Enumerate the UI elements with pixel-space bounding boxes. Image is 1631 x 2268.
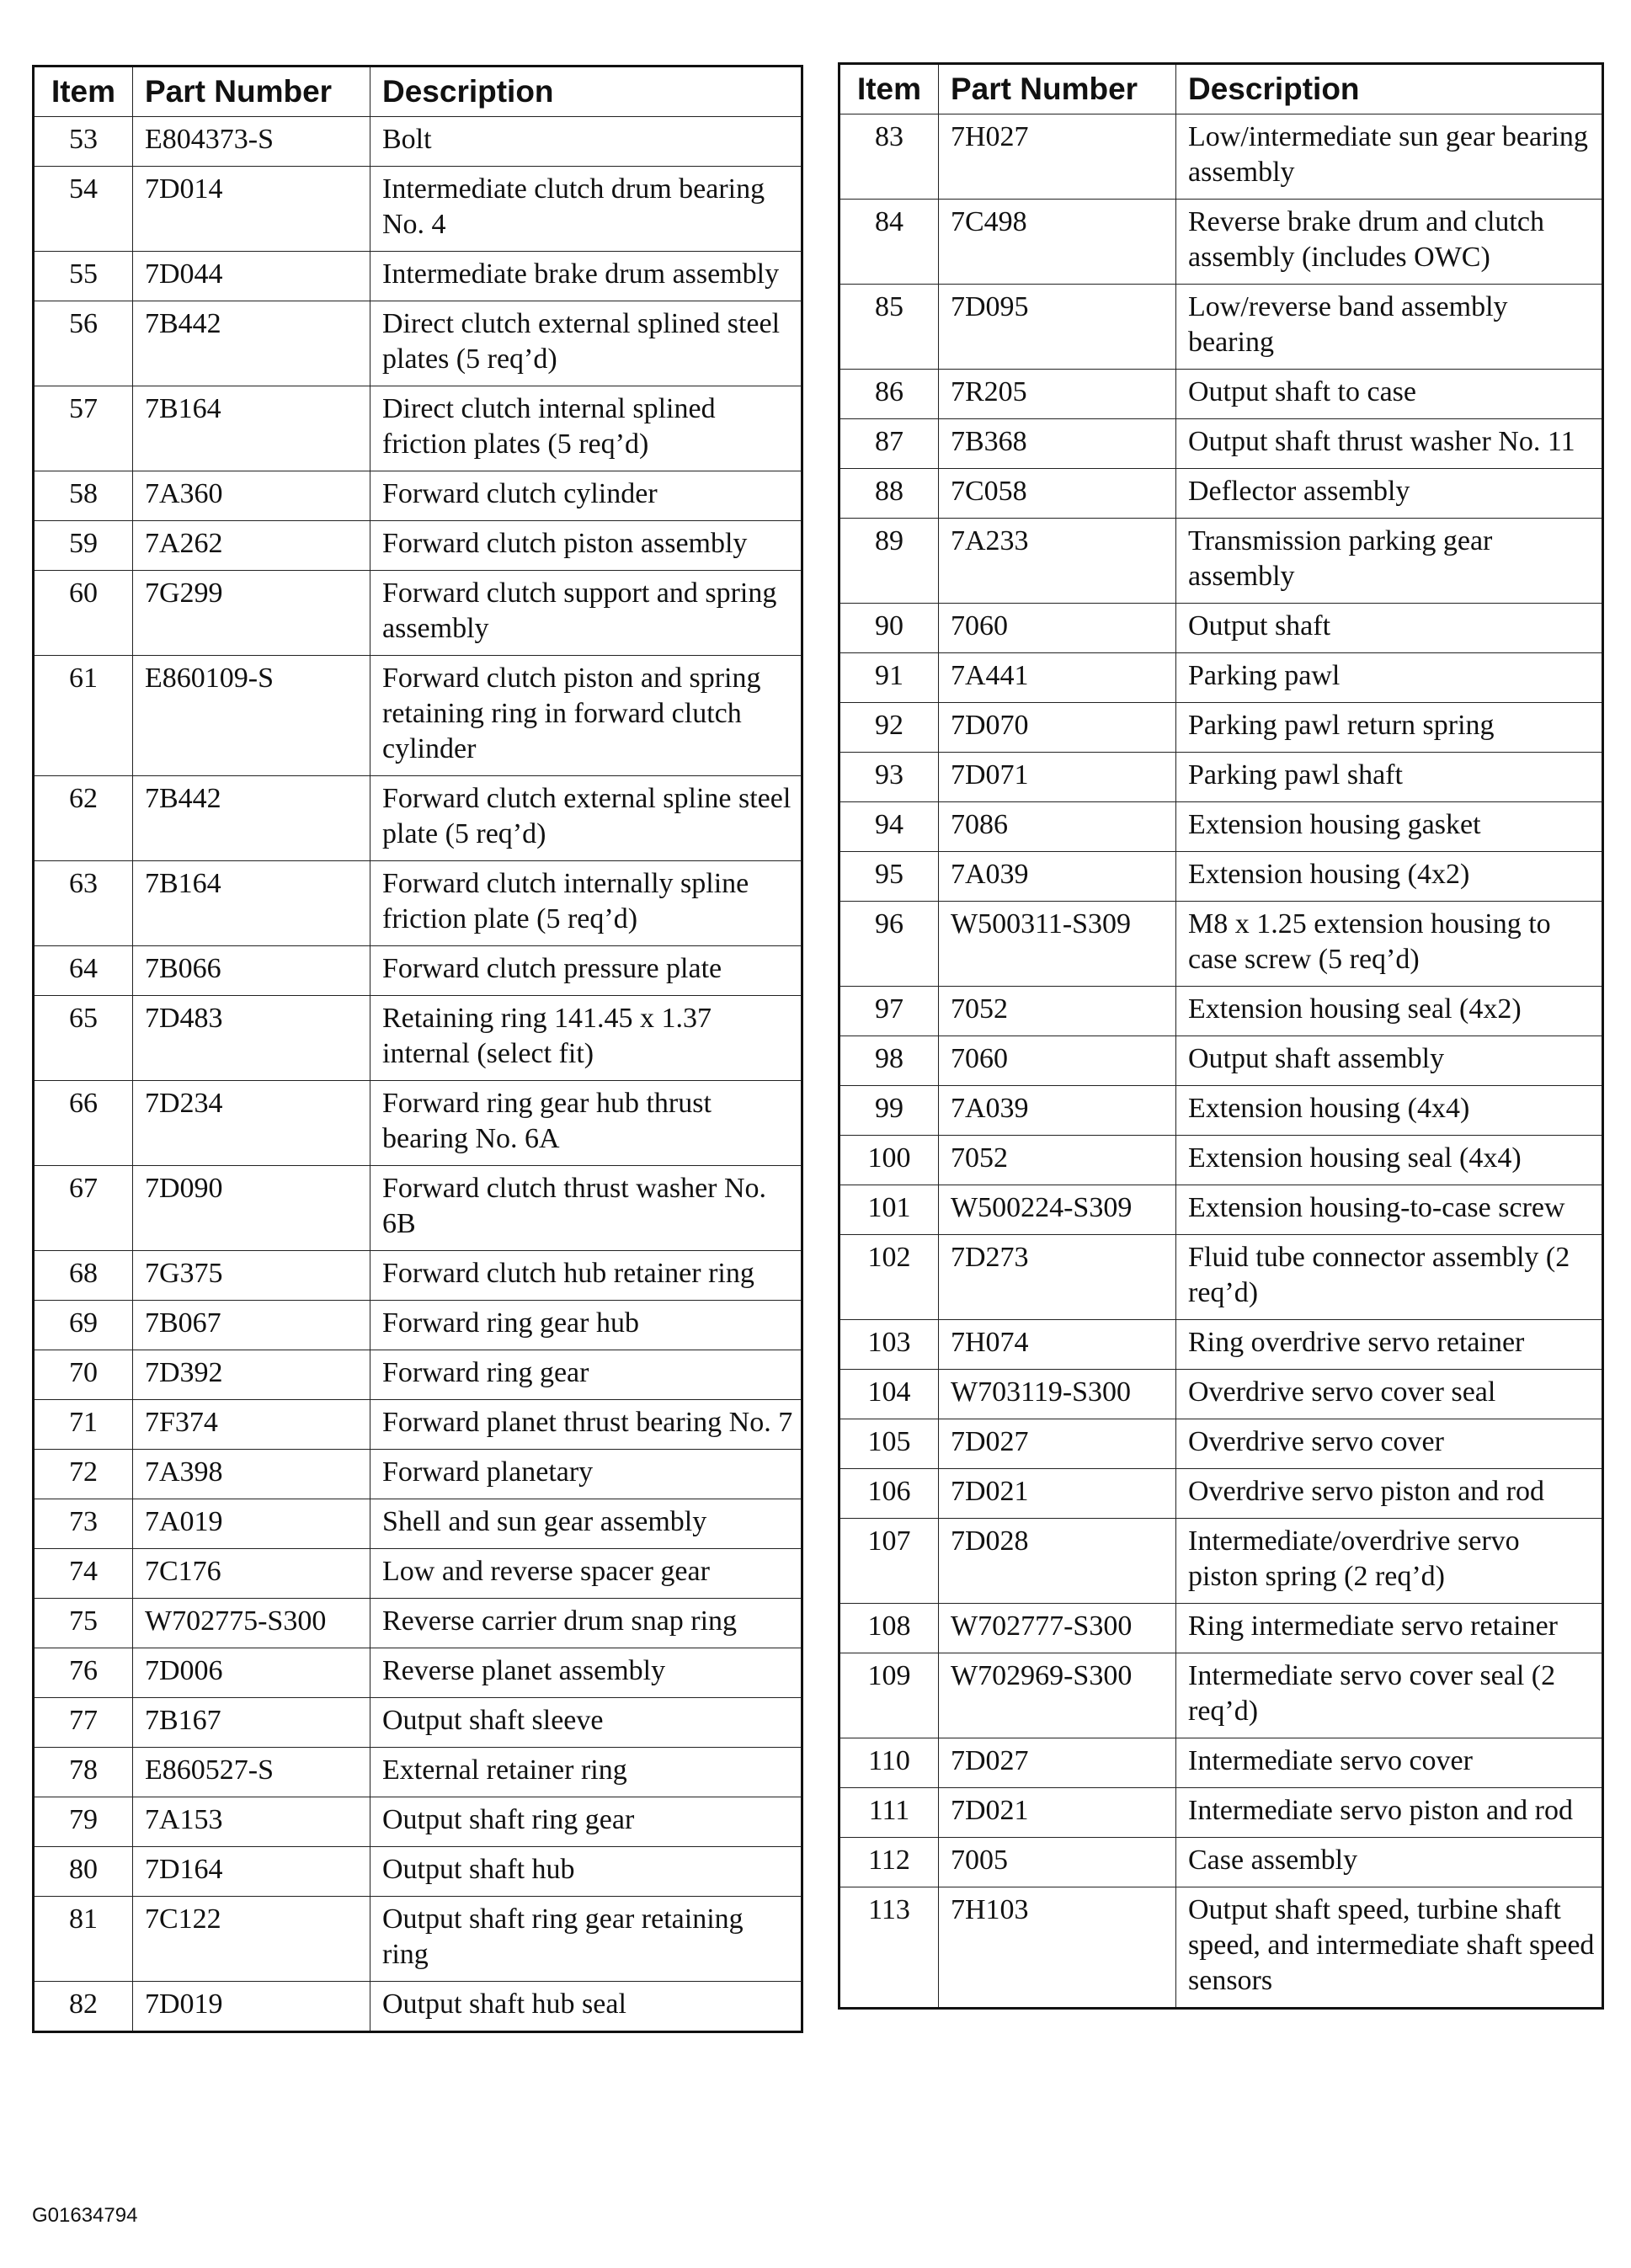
item-cell: 83 bbox=[839, 114, 939, 200]
item-cell: 79 bbox=[34, 1797, 133, 1847]
part-number-cell: 7H027 bbox=[939, 114, 1176, 200]
part-number-cell: 7F374 bbox=[133, 1400, 370, 1450]
part-number-cell: 7060 bbox=[939, 604, 1176, 653]
table-row bbox=[34, 1081, 802, 1166]
item-cell: 59 bbox=[34, 521, 133, 571]
item-cell: 84 bbox=[839, 200, 939, 285]
part-number-cell: W702775-S300 bbox=[133, 1599, 370, 1648]
description-cell: Intermediate clutch drum bearing No. 4 bbox=[370, 167, 802, 252]
description-cell: Deflector assembly bbox=[1176, 469, 1603, 519]
item-cell: 89 bbox=[839, 519, 939, 604]
description-cell: Output shaft ring gear retaining ring bbox=[370, 1897, 802, 1982]
item-cell: 55 bbox=[34, 252, 133, 301]
item-cell: 58 bbox=[34, 471, 133, 521]
table-row bbox=[34, 776, 802, 861]
item-cell: 111 bbox=[839, 1788, 939, 1838]
header-part-number: Part Number bbox=[133, 67, 370, 117]
description-cell: Overdrive servo cover bbox=[1176, 1419, 1603, 1469]
table-row bbox=[34, 1698, 802, 1748]
part-number-cell: 7060 bbox=[939, 1036, 1176, 1086]
part-number-cell: 7D014 bbox=[133, 167, 370, 252]
table-row bbox=[839, 604, 1603, 653]
part-number-cell: 7D090 bbox=[133, 1166, 370, 1251]
part-number-cell: 7H074 bbox=[939, 1320, 1176, 1370]
header-part-number: Part Number bbox=[939, 64, 1176, 114]
table-row bbox=[839, 902, 1603, 987]
description-cell: Extension housing seal (4x4) bbox=[1176, 1136, 1603, 1185]
item-cell: 61 bbox=[34, 656, 133, 776]
item-cell: 90 bbox=[839, 604, 939, 653]
table-row bbox=[839, 1469, 1603, 1519]
table-row bbox=[839, 802, 1603, 852]
figure-id: G01634794 bbox=[32, 2204, 138, 2227]
description-cell: Direct clutch internal splined friction plates (5 req’d) bbox=[370, 386, 802, 471]
description-cell: Shell and sun gear assembly bbox=[370, 1499, 802, 1549]
part-number-cell: 7B167 bbox=[133, 1698, 370, 1748]
part-number-cell: 7B067 bbox=[133, 1301, 370, 1350]
part-number-cell: W702969-S300 bbox=[939, 1653, 1176, 1738]
table-row bbox=[839, 1036, 1603, 1086]
table-row bbox=[839, 469, 1603, 519]
header-row bbox=[34, 67, 802, 117]
description-cell: Forward planetary bbox=[370, 1450, 802, 1499]
item-cell: 57 bbox=[34, 386, 133, 471]
table-row bbox=[839, 114, 1603, 200]
part-number-cell: 7B442 bbox=[133, 301, 370, 386]
item-cell: 91 bbox=[839, 653, 939, 703]
table-row bbox=[34, 1450, 802, 1499]
table-row bbox=[839, 987, 1603, 1036]
description-cell: Forward clutch internally spline friction plate (5 req’d) bbox=[370, 861, 802, 946]
table-row bbox=[34, 1748, 802, 1797]
part-number-cell: 7D095 bbox=[939, 285, 1176, 370]
part-number-cell: E860527-S bbox=[133, 1748, 370, 1797]
item-cell: 86 bbox=[839, 370, 939, 419]
item-cell: 88 bbox=[839, 469, 939, 519]
table-row bbox=[839, 1320, 1603, 1370]
parts-table-left bbox=[32, 65, 803, 2033]
part-number-cell: 7D392 bbox=[133, 1350, 370, 1400]
part-number-cell: 7086 bbox=[939, 802, 1176, 852]
part-number-cell: 7B368 bbox=[939, 419, 1176, 469]
table-row bbox=[839, 1419, 1603, 1469]
part-number-cell: 7D021 bbox=[939, 1469, 1176, 1519]
part-number-cell: 7A441 bbox=[939, 653, 1176, 703]
description-cell: Output shaft thrust washer No. 11 bbox=[1176, 419, 1603, 469]
part-number-cell: W703119-S300 bbox=[939, 1370, 1176, 1419]
part-number-cell: 7D019 bbox=[133, 1982, 370, 2032]
table-row bbox=[839, 419, 1603, 469]
item-cell: 80 bbox=[34, 1847, 133, 1897]
table-row bbox=[839, 1604, 1603, 1653]
description-cell: Forward ring gear hub bbox=[370, 1301, 802, 1350]
description-cell: Forward clutch pressure plate bbox=[370, 946, 802, 996]
part-number-cell: 7D273 bbox=[939, 1235, 1176, 1320]
table-row bbox=[34, 996, 802, 1081]
description-cell: Intermediate brake drum assembly bbox=[370, 252, 802, 301]
part-number-cell: 7A153 bbox=[133, 1797, 370, 1847]
table-row bbox=[34, 1251, 802, 1301]
table-row bbox=[34, 1301, 802, 1350]
table-row bbox=[839, 753, 1603, 802]
part-number-cell: 7C176 bbox=[133, 1549, 370, 1599]
item-cell: 78 bbox=[34, 1748, 133, 1797]
description-cell: Output shaft hub seal bbox=[370, 1982, 802, 2032]
item-cell: 68 bbox=[34, 1251, 133, 1301]
table-row bbox=[34, 117, 802, 167]
header-description: Description bbox=[370, 67, 802, 117]
table-row bbox=[34, 167, 802, 252]
item-cell: 75 bbox=[34, 1599, 133, 1648]
item-cell: 73 bbox=[34, 1499, 133, 1549]
item-cell: 87 bbox=[839, 419, 939, 469]
description-cell: Ring intermediate servo retainer bbox=[1176, 1604, 1603, 1653]
table-row bbox=[839, 653, 1603, 703]
part-number-cell: 7B442 bbox=[133, 776, 370, 861]
table-row bbox=[839, 1086, 1603, 1136]
item-cell: 100 bbox=[839, 1136, 939, 1185]
description-cell: Parking pawl shaft bbox=[1176, 753, 1603, 802]
description-cell: Bolt bbox=[370, 117, 802, 167]
description-cell: External retainer ring bbox=[370, 1748, 802, 1797]
description-cell: Output shaft assembly bbox=[1176, 1036, 1603, 1086]
description-cell: Forward clutch thrust washer No. 6B bbox=[370, 1166, 802, 1251]
description-cell: Extension housing-to-case screw bbox=[1176, 1185, 1603, 1235]
item-cell: 82 bbox=[34, 1982, 133, 2032]
table-row bbox=[34, 386, 802, 471]
item-cell: 105 bbox=[839, 1419, 939, 1469]
description-cell: Forward clutch hub retainer ring bbox=[370, 1251, 802, 1301]
part-number-cell: 7005 bbox=[939, 1838, 1176, 1887]
item-cell: 65 bbox=[34, 996, 133, 1081]
item-cell: 110 bbox=[839, 1738, 939, 1788]
table-row bbox=[34, 1400, 802, 1450]
table-row bbox=[839, 519, 1603, 604]
header-row bbox=[839, 64, 1603, 114]
item-cell: 113 bbox=[839, 1887, 939, 2009]
table-row bbox=[34, 571, 802, 656]
description-cell: Parking pawl return spring bbox=[1176, 703, 1603, 753]
item-cell: 93 bbox=[839, 753, 939, 802]
table-row bbox=[839, 285, 1603, 370]
header-item: Item bbox=[34, 67, 133, 117]
item-cell: 81 bbox=[34, 1897, 133, 1982]
part-number-cell: 7D234 bbox=[133, 1081, 370, 1166]
part-number-cell: W500311-S309 bbox=[939, 902, 1176, 987]
item-cell: 109 bbox=[839, 1653, 939, 1738]
description-cell: Intermediate servo piston and rod bbox=[1176, 1788, 1603, 1838]
part-number-cell: 7C498 bbox=[939, 200, 1176, 285]
table-row bbox=[839, 1738, 1603, 1788]
item-cell: 98 bbox=[839, 1036, 939, 1086]
part-number-cell: 7A019 bbox=[133, 1499, 370, 1549]
description-cell: Extension housing seal (4x2) bbox=[1176, 987, 1603, 1036]
table-row bbox=[839, 370, 1603, 419]
table-row bbox=[34, 1847, 802, 1897]
item-cell: 56 bbox=[34, 301, 133, 386]
table-row bbox=[34, 1897, 802, 1982]
table-row bbox=[839, 1519, 1603, 1604]
description-cell: Output shaft sleeve bbox=[370, 1698, 802, 1748]
description-cell: Forward planet thrust bearing No. 7 bbox=[370, 1400, 802, 1450]
part-number-cell: 7A039 bbox=[939, 852, 1176, 902]
description-cell: Extension housing (4x4) bbox=[1176, 1086, 1603, 1136]
description-cell: Overdrive servo cover seal bbox=[1176, 1370, 1603, 1419]
description-cell: Reverse carrier drum snap ring bbox=[370, 1599, 802, 1648]
description-cell: Low/intermediate sun gear bearing assembly bbox=[1176, 114, 1603, 200]
item-cell: 92 bbox=[839, 703, 939, 753]
part-number-cell: E804373-S bbox=[133, 117, 370, 167]
part-number-cell: 7B164 bbox=[133, 386, 370, 471]
description-cell: Ring overdrive servo retainer bbox=[1176, 1320, 1603, 1370]
description-cell: Output shaft hub bbox=[370, 1847, 802, 1897]
part-number-cell: 7A262 bbox=[133, 521, 370, 571]
description-cell: Intermediate/overdrive servo piston spring (2 req’d) bbox=[1176, 1519, 1603, 1604]
table-row bbox=[34, 861, 802, 946]
table-row bbox=[839, 1185, 1603, 1235]
part-number-cell: 7B164 bbox=[133, 861, 370, 946]
table-row bbox=[34, 301, 802, 386]
part-number-cell: 7R205 bbox=[939, 370, 1176, 419]
part-number-cell: E860109-S bbox=[133, 656, 370, 776]
table-row bbox=[34, 1499, 802, 1549]
part-number-cell: 7G375 bbox=[133, 1251, 370, 1301]
item-cell: 66 bbox=[34, 1081, 133, 1166]
item-cell: 106 bbox=[839, 1469, 939, 1519]
part-number-cell: 7A360 bbox=[133, 471, 370, 521]
item-cell: 101 bbox=[839, 1185, 939, 1235]
item-cell: 104 bbox=[839, 1370, 939, 1419]
part-number-cell: 7D027 bbox=[939, 1738, 1176, 1788]
part-number-cell: 7A039 bbox=[939, 1086, 1176, 1136]
table-row bbox=[839, 703, 1603, 753]
table-row bbox=[34, 1648, 802, 1698]
description-cell: Reverse planet assembly bbox=[370, 1648, 802, 1698]
table-row bbox=[34, 946, 802, 996]
part-number-cell: 7G299 bbox=[133, 571, 370, 656]
item-cell: 99 bbox=[839, 1086, 939, 1136]
item-cell: 76 bbox=[34, 1648, 133, 1698]
table-row bbox=[34, 521, 802, 571]
item-cell: 95 bbox=[839, 852, 939, 902]
item-cell: 60 bbox=[34, 571, 133, 656]
part-number-cell: 7D006 bbox=[133, 1648, 370, 1698]
item-cell: 112 bbox=[839, 1838, 939, 1887]
table-row bbox=[839, 1887, 1603, 2009]
description-cell: Intermediate servo cover bbox=[1176, 1738, 1603, 1788]
table-row bbox=[839, 1370, 1603, 1419]
item-cell: 62 bbox=[34, 776, 133, 861]
item-cell: 63 bbox=[34, 861, 133, 946]
item-cell: 107 bbox=[839, 1519, 939, 1604]
header-item: Item bbox=[839, 64, 939, 114]
part-number-cell: 7052 bbox=[939, 1136, 1176, 1185]
description-cell: Extension housing (4x2) bbox=[1176, 852, 1603, 902]
description-cell: Output shaft speed, turbine shaft speed, and intermediate shaft speed sensors bbox=[1176, 1887, 1603, 2009]
part-number-cell: 7D164 bbox=[133, 1847, 370, 1897]
part-number-cell: 7D483 bbox=[133, 996, 370, 1081]
description-cell: Transmission parking gear assembly bbox=[1176, 519, 1603, 604]
item-cell: 70 bbox=[34, 1350, 133, 1400]
item-cell: 64 bbox=[34, 946, 133, 996]
table-row bbox=[34, 471, 802, 521]
item-cell: 69 bbox=[34, 1301, 133, 1350]
table-row bbox=[839, 200, 1603, 285]
part-number-cell: 7A398 bbox=[133, 1450, 370, 1499]
table-row bbox=[839, 852, 1603, 902]
table-row bbox=[34, 1166, 802, 1251]
description-cell: Intermediate servo cover seal (2 req’d) bbox=[1176, 1653, 1603, 1738]
item-cell: 96 bbox=[839, 902, 939, 987]
table-row bbox=[839, 1788, 1603, 1838]
description-cell: Case assembly bbox=[1176, 1838, 1603, 1887]
item-cell: 97 bbox=[839, 987, 939, 1036]
table-row bbox=[34, 1350, 802, 1400]
table-row bbox=[34, 1982, 802, 2032]
description-cell: Output shaft to case bbox=[1176, 370, 1603, 419]
table-row bbox=[34, 252, 802, 301]
item-cell: 72 bbox=[34, 1450, 133, 1499]
item-cell: 85 bbox=[839, 285, 939, 370]
description-cell: Parking pawl bbox=[1176, 653, 1603, 703]
part-number-cell: W702777-S300 bbox=[939, 1604, 1176, 1653]
table-row bbox=[839, 1136, 1603, 1185]
item-cell: 94 bbox=[839, 802, 939, 852]
part-number-cell: 7H103 bbox=[939, 1887, 1176, 2009]
description-cell: Forward ring gear hub thrust bearing No. 6A bbox=[370, 1081, 802, 1166]
description-cell: Retaining ring 141.45 x 1.37 internal (select fit) bbox=[370, 996, 802, 1081]
description-cell: Direct clutch external splined steel plates (5 req’d) bbox=[370, 301, 802, 386]
part-number-cell: 7052 bbox=[939, 987, 1176, 1036]
description-cell: Overdrive servo piston and rod bbox=[1176, 1469, 1603, 1519]
description-cell: Forward clutch external spline steel plate (5 req’d) bbox=[370, 776, 802, 861]
description-cell: Low and reverse spacer gear bbox=[370, 1549, 802, 1599]
item-cell: 103 bbox=[839, 1320, 939, 1370]
description-cell: Forward clutch support and spring assembly bbox=[370, 571, 802, 656]
item-cell: 54 bbox=[34, 167, 133, 252]
item-cell: 77 bbox=[34, 1698, 133, 1748]
item-cell: 53 bbox=[34, 117, 133, 167]
part-number-cell: W500224-S309 bbox=[939, 1185, 1176, 1235]
table-row bbox=[34, 1797, 802, 1847]
table-row bbox=[34, 1549, 802, 1599]
table-row bbox=[839, 1838, 1603, 1887]
part-number-cell: 7D028 bbox=[939, 1519, 1176, 1604]
item-cell: 74 bbox=[34, 1549, 133, 1599]
description-cell: Output shaft ring gear bbox=[370, 1797, 802, 1847]
description-cell: Fluid tube connector assembly (2 req’d) bbox=[1176, 1235, 1603, 1320]
description-cell: Forward clutch cylinder bbox=[370, 471, 802, 521]
description-cell: M8 x 1.25 extension housing to case screw (5 req’d) bbox=[1176, 902, 1603, 987]
part-number-cell: 7A233 bbox=[939, 519, 1176, 604]
part-number-cell: 7D044 bbox=[133, 252, 370, 301]
header-description: Description bbox=[1176, 64, 1603, 114]
description-cell: Output shaft bbox=[1176, 604, 1603, 653]
description-cell: Forward clutch piston and spring retaining ring in forward clutch cylinder bbox=[370, 656, 802, 776]
part-number-cell: 7C058 bbox=[939, 469, 1176, 519]
table-row bbox=[839, 1653, 1603, 1738]
item-cell: 102 bbox=[839, 1235, 939, 1320]
item-cell: 108 bbox=[839, 1604, 939, 1653]
part-number-cell: 7D071 bbox=[939, 753, 1176, 802]
description-cell: Reverse brake drum and clutch assembly (includes OWC) bbox=[1176, 200, 1603, 285]
item-cell: 67 bbox=[34, 1166, 133, 1251]
table-row bbox=[34, 656, 802, 776]
part-number-cell: 7D021 bbox=[939, 1788, 1176, 1838]
description-cell: Low/reverse band assembly bearing bbox=[1176, 285, 1603, 370]
parts-table-right bbox=[838, 62, 1604, 2010]
description-cell: Extension housing gasket bbox=[1176, 802, 1603, 852]
table-row bbox=[839, 1235, 1603, 1320]
item-cell: 71 bbox=[34, 1400, 133, 1450]
description-cell: Forward clutch piston assembly bbox=[370, 521, 802, 571]
part-number-cell: 7B066 bbox=[133, 946, 370, 996]
table-row bbox=[34, 1599, 802, 1648]
part-number-cell: 7C122 bbox=[133, 1897, 370, 1982]
part-number-cell: 7D027 bbox=[939, 1419, 1176, 1469]
part-number-cell: 7D070 bbox=[939, 703, 1176, 753]
description-cell: Forward ring gear bbox=[370, 1350, 802, 1400]
